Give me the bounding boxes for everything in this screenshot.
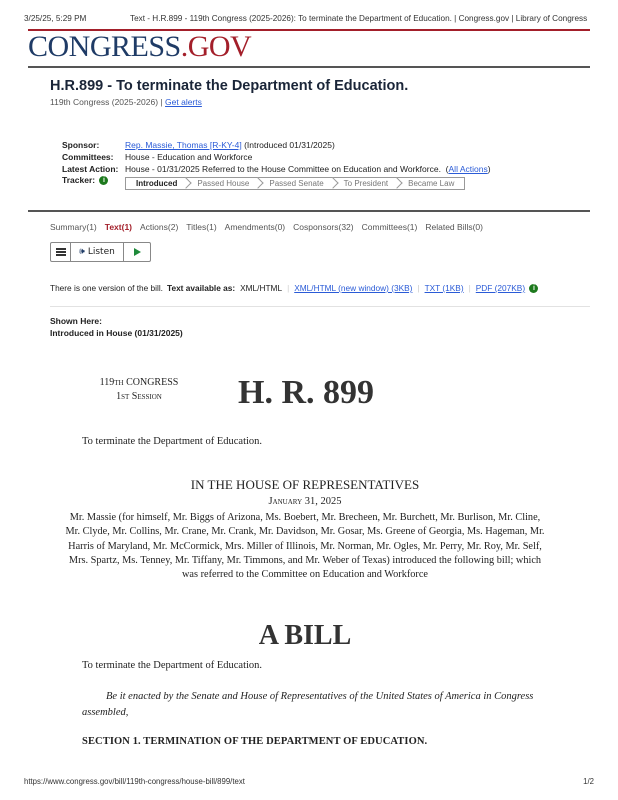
- tab-committees[interactable]: Committees(1): [361, 222, 418, 232]
- tab-actions[interactable]: Actions(2): [140, 222, 179, 232]
- sponsors-paragraph: Mr. Massie (for himself, Mr. Biggs of Arizona, Ms. Boebert, Mr. Brecheen, Mr. Burchett, Mr. Burlison, Mr. Cline, Mr. Clyde, Mr. Collins, Mr. Crane, Mr. Crank, Mr. Davidson, Mr. Gosar, Ms. Greene of Georgia, Ms. Hageman, Mr. Harris of Maryland, Mr. McCormick, Mrs. Miller of Illinois, Mr. Norman, Mr. Ogles, Mr. Perry, Mr. Roy, Mr. Self, Mrs. Spartz, Ms. Tenney, Mr. Tiffany, Mr. Timmons, and Mr. Weber of Texas) introduced the following bill; which was referred to the Committee on Education and Workforce: [65, 512, 545, 581]
- format-current: XML/HTML: [240, 283, 283, 293]
- separator: |: [160, 97, 163, 107]
- page-number: 1/2: [583, 777, 594, 786]
- tab-summary[interactable]: Summary(1): [50, 222, 97, 232]
- logo-dot: .: [180, 30, 188, 63]
- bill-overview: [62, 139, 491, 187]
- print-timestamp: 3/25/25, 5:29 PM: [24, 14, 87, 23]
- shown-here: [50, 315, 183, 339]
- logo-gov: GOV: [187, 30, 252, 63]
- speaker-icon: 🕪: [79, 247, 85, 257]
- info-icon[interactable]: i: [529, 284, 538, 293]
- tab-titles[interactable]: Titles(1): [186, 222, 217, 232]
- bill-title: H.R.899 - To terminate the Department of Education.: [50, 78, 409, 94]
- congress-gov-logo[interactable]: [28, 32, 251, 62]
- play-icon: [134, 248, 141, 256]
- enacting-clause: Be it enacted by the Senate and House of Representatives of the United States of America in Congress assembled,: [82, 691, 534, 718]
- sponsor-intro-date: (Introduced 01/31/2025): [244, 140, 335, 150]
- listen-label: Listen: [87, 247, 115, 257]
- chamber-heading: IN THE HOUSE OF REPRESENTATIVES: [190, 477, 420, 492]
- tab-text[interactable]: Text(1): [104, 222, 133, 232]
- congress-line: 119th CONGRESS: [99, 377, 179, 388]
- bill-tracker: [125, 177, 465, 190]
- separator: |: [468, 283, 471, 293]
- header-bottom-rule: [28, 66, 590, 68]
- session-line: 1st Session: [116, 391, 162, 402]
- congress-session: 119th Congress (2025-2026): [50, 97, 159, 107]
- listen-toolbar: [50, 242, 151, 262]
- tracker-step: Introduced: [126, 178, 187, 189]
- all-actions-link[interactable]: All Actions: [448, 164, 488, 174]
- listen-button[interactable]: [71, 243, 124, 261]
- print-footer: [24, 777, 594, 786]
- separator: |: [287, 283, 290, 293]
- formats-divider: [50, 306, 590, 307]
- tracker-step: To President: [334, 178, 398, 189]
- tracker-label: Tracker:: [62, 175, 96, 185]
- sponsor-row: [62, 139, 491, 151]
- get-alerts-link[interactable]: Get alerts: [165, 97, 202, 107]
- a-bill-heading: A BILL: [258, 620, 352, 651]
- latest-action-value: House - 01/31/2025 Referred to the House Committee on Education and Workforce.: [125, 164, 441, 174]
- sponsor-label: Sponsor:: [62, 140, 100, 150]
- latest-action-label: Latest Action:: [62, 164, 119, 174]
- shown-here-version: Introduced in House (01/31/2025): [50, 328, 183, 338]
- format-pdf-link[interactable]: PDF (207KB): [475, 283, 526, 293]
- committees-value: House - Education and Workforce: [125, 152, 253, 162]
- section-heading: SECTION 1. TERMINATION OF THE DEPARTMENT OF EDUCATION.: [82, 736, 428, 747]
- bill-number: H. R. 899: [238, 374, 374, 411]
- tracker-step: Became Law: [408, 179, 455, 188]
- bill-purpose-repeat: To terminate the Department of Education.: [82, 660, 263, 671]
- sponsor-link[interactable]: Rep. Massie, Thomas [R-KY-4]: [125, 140, 242, 150]
- tracker-row: [62, 175, 491, 187]
- menu-button[interactable]: [51, 243, 71, 261]
- tracker-step: Passed Senate: [259, 178, 333, 189]
- tab-cosponsors[interactable]: Cosponsors(32): [293, 222, 354, 232]
- paren-open: (: [445, 164, 449, 174]
- introduction-date: January 31, 2025: [268, 496, 342, 507]
- format-xml-link[interactable]: XML/HTML (new window) (3KB): [294, 283, 413, 293]
- latest-action-row: [62, 163, 491, 175]
- paren-close: ): [487, 164, 491, 174]
- bill-purpose: To terminate the Department of Education.: [82, 436, 263, 447]
- info-icon[interactable]: i: [99, 176, 108, 185]
- separator: |: [417, 283, 420, 293]
- tab-amendments[interactable]: Amendments(0): [224, 222, 286, 232]
- available-label: Text available as:: [167, 283, 236, 293]
- committees-label: Committees:: [62, 152, 114, 162]
- overview-bottom-rule: [28, 210, 590, 212]
- logo-congress: CONGRESS: [28, 30, 181, 63]
- tracker-label-wrap: [62, 175, 125, 185]
- tab-related-bills[interactable]: Related Bills(0): [425, 222, 483, 232]
- bill-tabs: [50, 222, 483, 232]
- tracker-step: Passed House: [187, 178, 259, 189]
- versions-note: There is one version of the bill.: [50, 283, 163, 293]
- play-button[interactable]: [124, 243, 150, 261]
- format-txt-link[interactable]: TXT (1KB): [424, 283, 464, 293]
- print-page-title: Text - H.R.899 - 119th Congress (2025-2026): To terminate the Department of Education. | Congress.gov | Library of Congress: [130, 14, 588, 23]
- bill-subtitle: [50, 97, 202, 107]
- shown-here-label: Shown Here:: [50, 316, 102, 326]
- congress-session-label: [94, 376, 184, 404]
- text-formats: [50, 283, 538, 293]
- committees-row: [62, 151, 491, 163]
- menu-icon: [56, 248, 66, 256]
- print-url: https://www.congress.gov/bill/119th-congress/house-bill/899/text: [24, 777, 245, 786]
